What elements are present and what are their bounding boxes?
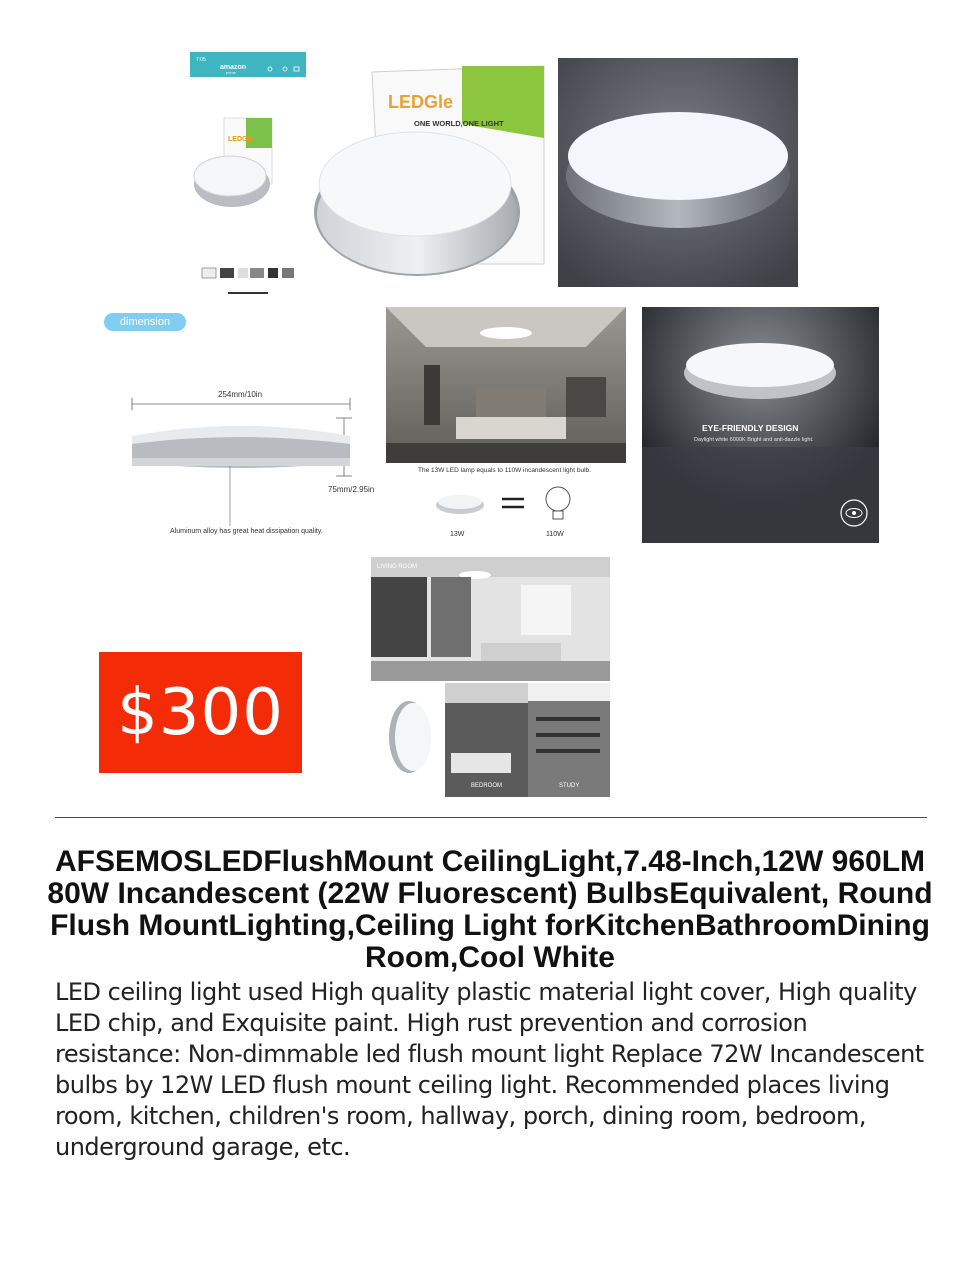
box-tagline: ONE WORLD,ONE LIGHT — [414, 119, 504, 128]
box-brand: LEDGle — [388, 92, 454, 112]
bedroom-comparison-image — [386, 307, 626, 543]
price-badge: $300 — [99, 652, 302, 773]
living-room-label: LIVING ROOM — [377, 564, 418, 570]
eye-heading: EYE-FRIENDLY DESIGN — [702, 423, 799, 433]
dimension-note: Aluminum alloy has great heat dissipation quality. — [170, 528, 323, 535]
study-label: STUDY — [559, 783, 580, 789]
product-phone-image — [190, 52, 306, 296]
dimension-width-label: 254mm/10in — [218, 390, 263, 399]
svg-text:LEDGle: LEDGle — [228, 136, 254, 143]
product-box-image — [312, 64, 550, 288]
section-divider — [55, 817, 927, 818]
svg-text:prime: prime — [226, 70, 237, 75]
product-title: AFSEMOSLEDFlushMount CeilingLight,7.48-Inch,12W 960LM 80W Incandescent (22W Fluorescent) BulbsEquivalent, Round Flush MountLighting,Ceiling Light forKitchenBathroomDining Room,Cool White — [47, 845, 933, 974]
dimension-diagram — [100, 306, 380, 546]
product-description: LED ceiling light used High quality plastic material light cover, High quality LED chip, and Exquisite paint. High rust prevention and corrosion resistance: Non-dimmable led flush mount light Replace 72W Incandescent bulbs by 12W LED flush mount ceiling light. Recommended places living room, kitchen, children's room, hallway, porch, dining room, bedroom, underground garage, etc. — [55, 978, 924, 1161]
comparison-right-label: 110W — [546, 531, 564, 538]
status-time: 7:05 — [196, 57, 206, 63]
room-collage-image — [371, 557, 610, 797]
eye-subtext: Daylight white 6000K Bright and anti-dazzle light. — [694, 437, 814, 443]
lit-lamp-image — [558, 58, 798, 287]
comparison-left-label: 13W — [450, 531, 465, 538]
bedroom-label: BEDROOM — [471, 783, 503, 789]
dimension-pill: dimension — [104, 313, 186, 331]
dimension-height-label: 75mm/2.95in — [328, 485, 375, 494]
eye-friendly-image — [642, 307, 879, 543]
comparison-caption: The 13W LED lamp equals to 110W incandescent light bulb. — [418, 467, 591, 474]
amazon-logo: amazon — [220, 64, 247, 71]
